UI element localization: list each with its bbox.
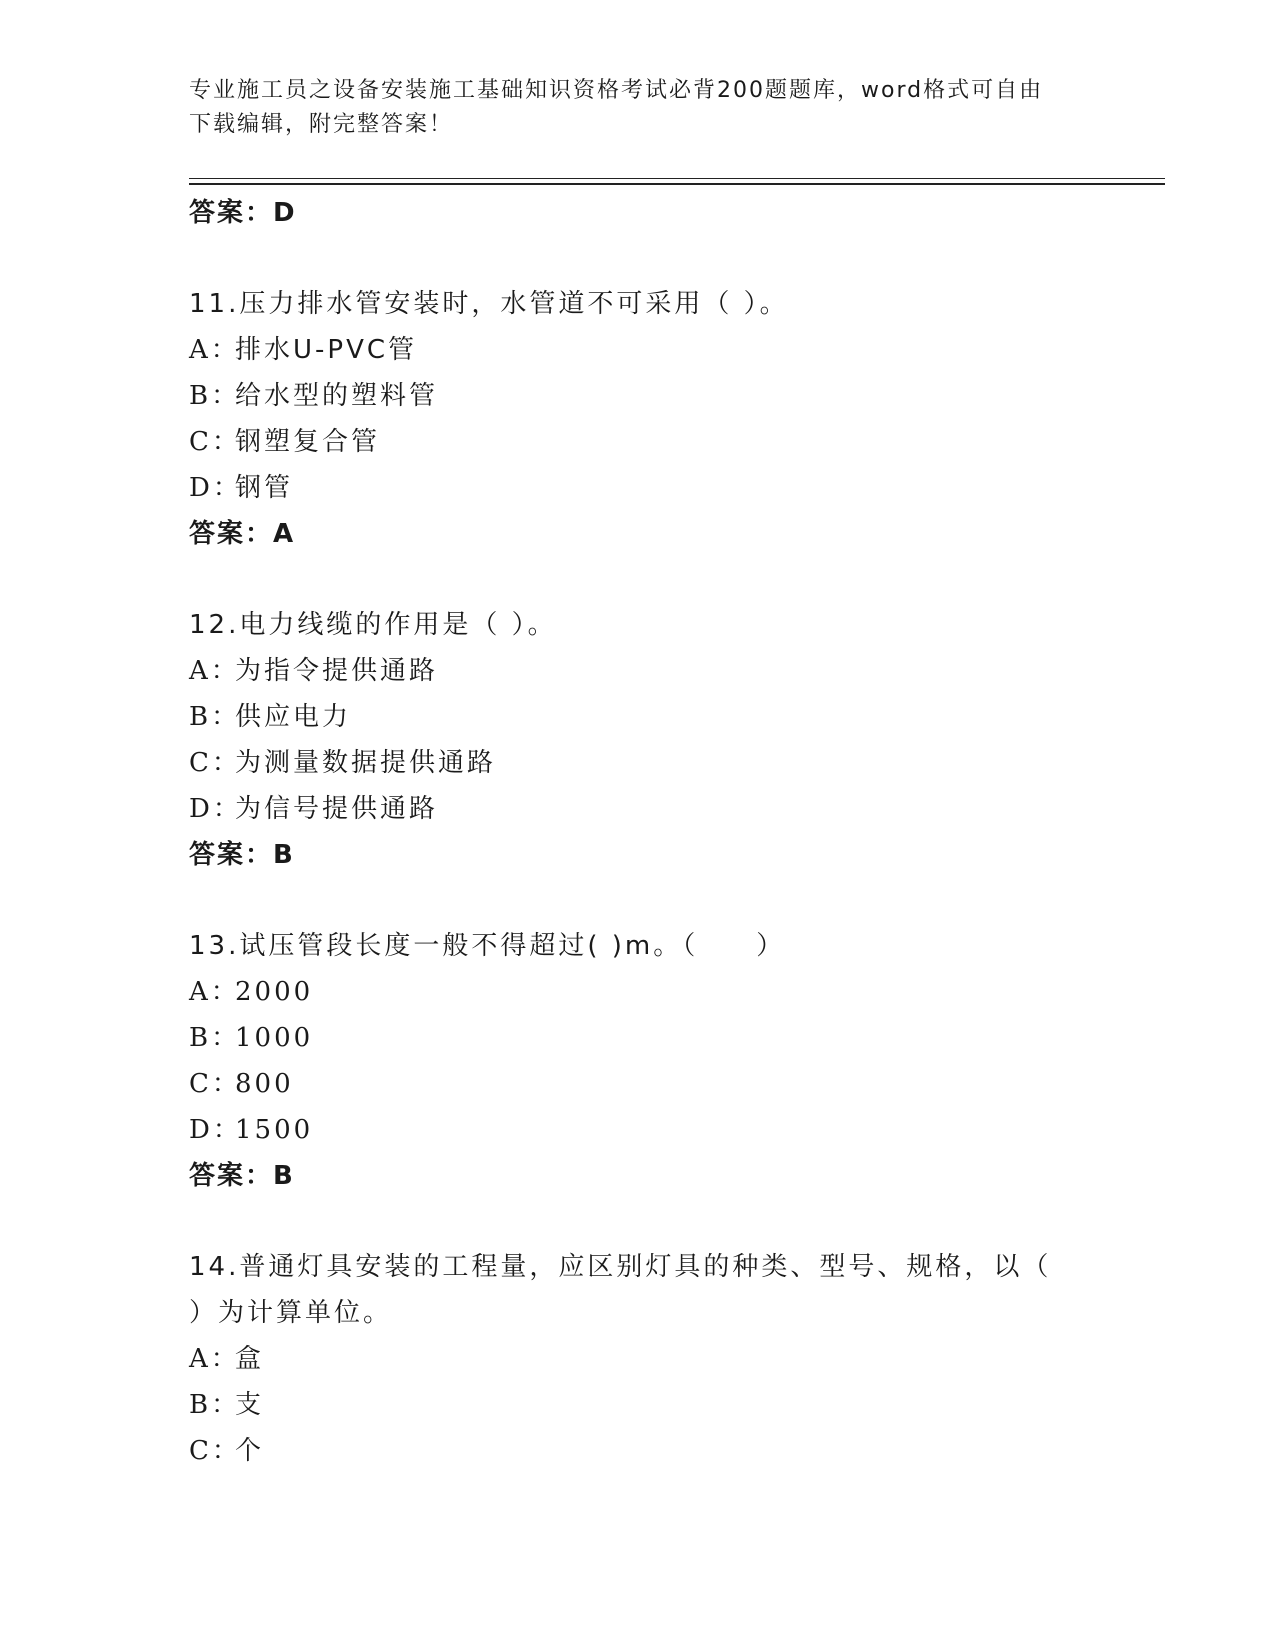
option-d: [189, 786, 1149, 832]
option-label: C：: [189, 427, 241, 457]
option-b: [189, 373, 1149, 419]
spacer: [189, 557, 1149, 602]
option-b: [189, 694, 1149, 740]
option-label: C：: [189, 1069, 241, 1099]
header-divider-thick: [189, 183, 1165, 185]
spacer: [189, 878, 1149, 923]
option-text: 盒: [235, 1344, 265, 1374]
option-d: [189, 1107, 1149, 1153]
question-stem: 11.压力排水管安装时，水管道不可采用（ ）。: [189, 289, 789, 319]
option-text: 钢塑复合管: [235, 427, 381, 457]
option-c: [189, 419, 1149, 465]
question-14: [189, 1244, 1149, 1474]
option-a: [189, 969, 1149, 1015]
previous-answer: 答案：D: [189, 198, 297, 228]
option-label: B：: [189, 1390, 241, 1420]
option-b: [189, 1382, 1149, 1428]
option-text: 1000: [235, 1023, 314, 1053]
option-a: [189, 1336, 1149, 1382]
option-c: [189, 1061, 1149, 1107]
question-12: [189, 602, 1149, 878]
option-text: 给水型的塑料管: [235, 381, 439, 411]
option-label: A：: [189, 656, 240, 686]
option-label: D：: [189, 1115, 242, 1145]
document-header: [189, 74, 1089, 142]
option-a: [189, 648, 1149, 694]
spacer: [189, 236, 1149, 281]
option-c: [189, 740, 1149, 786]
option-label: A：: [189, 1344, 240, 1374]
option-label: D：: [189, 473, 242, 503]
question-11: [189, 281, 1149, 557]
question-13: [189, 923, 1149, 1199]
option-text: 为信号提供通路: [235, 794, 439, 824]
option-label: A：: [189, 977, 240, 1007]
option-text: 1500: [235, 1115, 314, 1145]
option-text: 为指令提供通路: [235, 656, 439, 686]
option-label: C：: [189, 748, 241, 778]
option-label: A：: [189, 335, 240, 365]
option-text: 钢管: [235, 473, 294, 503]
answer: 答案：B: [189, 840, 295, 870]
option-text: 排水U-PVC管: [235, 335, 418, 365]
question-list: [189, 190, 1149, 1474]
option-label: B：: [189, 1023, 241, 1053]
option-label: B：: [189, 702, 241, 732]
option-c: [189, 1428, 1149, 1474]
spacer: [189, 1199, 1149, 1244]
question-stem: 12.电力线缆的作用是（ ）。: [189, 610, 557, 640]
header-divider-thin: [189, 178, 1165, 179]
option-text: 为测量数据提供通路: [235, 748, 497, 778]
option-label: C：: [189, 1436, 241, 1466]
question-stem-line2: ）为计算单位。: [189, 1298, 393, 1328]
option-d: [189, 465, 1149, 511]
option-text: 供应电力: [235, 702, 352, 732]
option-text: 支: [235, 1390, 265, 1420]
answer: 答案：A: [189, 519, 296, 549]
option-b: [189, 1015, 1149, 1061]
option-label: B：: [189, 381, 241, 411]
question-stem: 13.试压管段长度一般不得超过( )m。（ ）: [189, 931, 786, 961]
option-text: 个: [235, 1436, 265, 1466]
answer: 答案：B: [189, 1161, 295, 1191]
header-title-line1: 专业施工员之设备安装施工基础知识资格考试必背200题题库，word格式可自由: [189, 78, 1044, 103]
option-label: D：: [189, 794, 242, 824]
option-a: [189, 327, 1149, 373]
option-text: 2000: [235, 977, 314, 1007]
header-title-line2: 下载编辑，附完整答案！: [189, 112, 454, 137]
option-text: 800: [235, 1069, 294, 1099]
question-stem-line1: 14.普通灯具安装的工程量，应区别灯具的种类、型号、规格，以（: [189, 1252, 1052, 1282]
